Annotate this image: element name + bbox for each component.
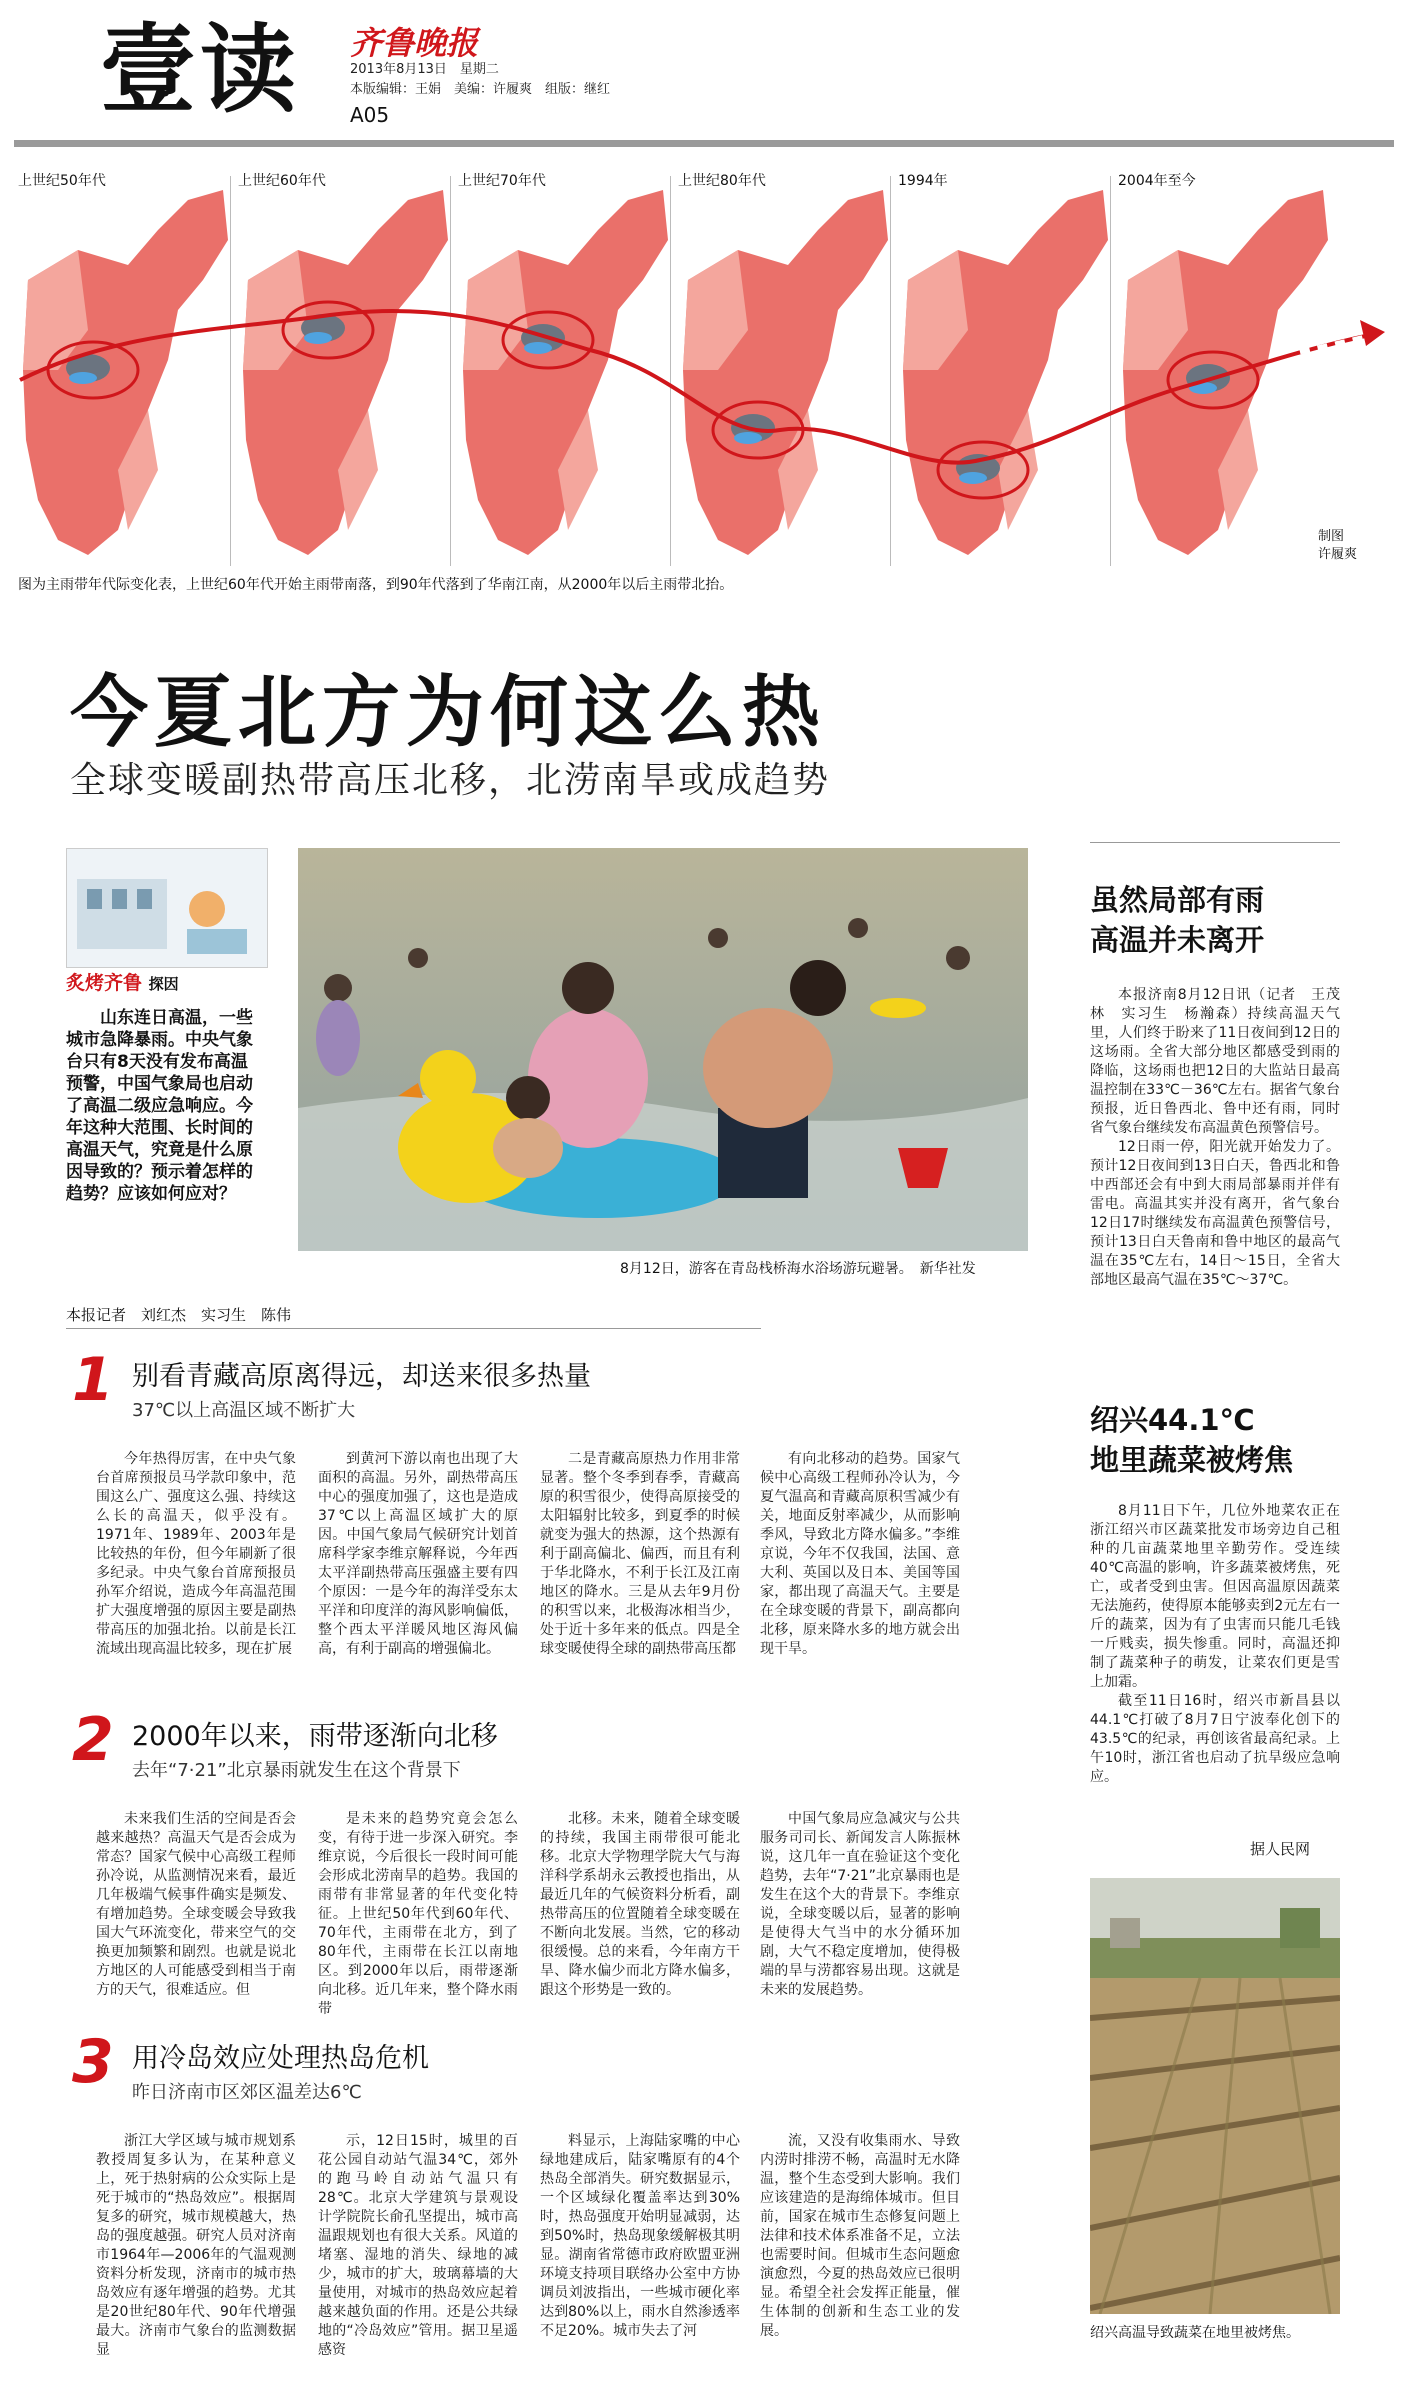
sidebar-paragraph: 截至11日16时，绍兴市新昌县以44.1℃打破了8月7日宁波奉化创下的43.5℃的纪录，再创该省最高纪录。上午10时，浙江省也启动了抗旱级应急响应。: [1090, 1693, 1340, 1785]
section-body-column: [318, 1810, 518, 2060]
section-paragraph: 浙江大学区域与城市规划系教授周复多认为，在某种意义上，死于热射病的公众实际上是死于城市的“热岛效应”。根据周复多的研究，城市规模越大，热岛的强度越强。研究人员对济南市1964年—2006年的气温观测资料分析发现，济南市的城市热岛效应有逐年增强的趋势。尤其是20世纪80年代、90年代增强最大。济南市气象台的监测数据显: [96, 2133, 296, 2358]
section-title: 用冷岛效应处理热岛危机: [132, 2043, 429, 2074]
section-body-column: [318, 1450, 518, 1700]
sidebar-paragraph: 8月11日下午，几位外地菜农正在浙江绍兴市区蔬菜批发市场旁边自己租种的几亩蔬菜地里辛勤劳作。受连续40℃高温的影响，许多蔬菜被烤焦，死亡，或者受到虫害。但因高温原因蔬菜无法施药，使得原本能够卖到2元左右一斤的蔬菜，因为有了虫害而只能几毛钱一斤贱卖，损失惨重。同时，高温还抑制了蔬菜种子的萌发，让菜农们更是雪上加霜。: [1090, 1503, 1340, 1690]
intro-tag-suffix: 探因: [148, 975, 179, 993]
section-subtitle: 去年“7·21”北京暴雨就发生在这个背景下: [132, 1760, 461, 1781]
byline-rule: [66, 1328, 761, 1329]
rainbelt-track-line: [20, 311, 1370, 463]
map-credit-line: 许履爽: [1318, 547, 1358, 562]
intro-tag: [66, 972, 262, 995]
section-body-column: [760, 2132, 960, 2362]
map-era-label: 上世纪70年代: [458, 173, 546, 189]
section-paragraph: 料显示，上海陆家嘴的中心绿地建成后，陆家嘴原有的4个热岛全部消失。研究数据显示，一个区域绿化覆盖率达到30%时，热岛强度开始明显减弱，达到50%时，热岛现象缓解极其明显。湖南省常德市政府欧盟亚洲环境支持项目联络办公室中方协调员刘波指出，一些城市硬化率达到80%以上，雨水自然渗透率不足20%。城市失去了河: [540, 2133, 740, 2339]
rainbelt-track: [0, 0, 1409, 600]
section-number: 3: [72, 2027, 114, 2097]
sub-headline: 全球变暖副热带高压北移，北涝南旱或成趋势: [70, 760, 831, 801]
section-paragraph: 流，又没有收集雨水、导致内涝时排涝不畅，高温时无水降温，整个生态受到大影响。我们应该建造的是海绵体城市。但目前，国家在城市生态修复问题上法律和技术体系准备不足，立法也需要时间。但城市生态问题愈演愈烈，今夏的热岛效应已很明显。希望全社会发挥正能量，催生体制的创新和生态工业的发展。: [760, 2133, 960, 2339]
sidebar-credit: 据人民网: [1250, 1840, 1311, 1858]
section-body-column: [318, 2132, 518, 2362]
section-body-column: [540, 1450, 740, 1700]
main-headline: 今夏北方为何这么热: [70, 668, 827, 758]
section-paragraph: 有向北移动的趋势。国家气候中心高级工程师孙冷认为，今夏气温高和青藏高原积雪减少有关，地面反射率减少，从而影响季风，导致北方降水偏多。”李维京说，今年不仅我国，法国、意大利、英国以及日本、美国等国家，都出现了高温天气。主要是在全球变暖的背景下，副高都向北移，原来降水多的地方就会出现干旱。: [760, 1451, 960, 1657]
section-title: 2000年以来，雨带逐渐向北移: [132, 1721, 498, 1752]
sidebar-story1-title-line: 虽然局部有雨: [1090, 883, 1265, 917]
section-body-column: [540, 1810, 740, 2060]
section-paragraph: 二是青藏高原热力作用非常显著。整个冬季到春季，青藏高原的积雪很少，使得高原接受的太阳辐射比较多，到夏季的时候就变为强大的热源，这个热源有利于副高偏北、偏西，而且有利于华北降水，不利于长江及江南地区的降水。三是从去年9月份的积雪以来，北极海冰相当少，处于近十多年来的低点。四是全球变暖使得全球的副热带高压都: [540, 1451, 740, 1657]
beach-thumbnail-icon: [67, 849, 267, 967]
intro-text-block: [66, 972, 262, 1205]
map-era-label: 上世纪60年代: [238, 173, 326, 189]
date-line: 2013年8月13日 星期二: [350, 62, 499, 77]
section-body-column: [760, 1450, 960, 1700]
intro-paragraph: 山东连日高温，一些城市急降暴雨。中央气象台只有8天没有发布高温预警，中国气象局也启动了高温二级应急响应。今年这种大范围、长时间的高温天气，究竟是什么原因导致的？预示着怎样的趋势？应该如何应对？: [66, 1008, 253, 1204]
section-paragraph: 是未来的趋势究竟会怎么变，有待于进一步深入研究。李维京说，今后很长一段时间可能会形成北涝南旱的趋势。我国的雨带有非常显著的年代变化特征。上世纪50年代到60年代、70年代，主雨带在北方，到了80年代，主雨带在长江以南地区。到2000年以后，雨带逐渐向北移。近几年来，整个降水雨带: [318, 1811, 518, 2017]
sidebar-story2-title-line: 地里蔬菜被烤焦: [1090, 1443, 1294, 1477]
section-paragraph: 未来我们生活的空间是否会越来越热？高温天气是否会成为常态？国家气候中心高级工程师孙冷说，从监测情况来看，最近几年极端气候事件确实是频发、有增加趋势。全球变暖会导致我国大气环流变化，带来空气的交换更加频繁和剧烈。也就是说北方地区的人可能感受到相当于南方的天气，很难适应。但: [96, 1811, 296, 1998]
beach-photo-image: [298, 848, 1028, 1251]
sidebar-rule: [1090, 842, 1340, 843]
section-body-column: [540, 2132, 740, 2362]
map-credit: [1318, 528, 1357, 564]
map-era-label: 上世纪80年代: [678, 173, 766, 189]
section-body-column: [96, 1810, 296, 2060]
section-paragraph: 北移。未来，随着全球变暖的持续，我国主雨带很可能北移。北京大学物理学院大气与海洋科学系胡永云教授也指出，从最近几年的气候资料分析看，副热带高压的位置随着全球变暖在不断向北发展。当然，它的移动很缓慢。总的来看，今年南方干旱、降水偏少而北方降水偏多，跟这个形势是一致的。: [540, 1811, 740, 1998]
page-number: A05: [350, 103, 390, 127]
vegetable-field-image: [1090, 1878, 1340, 2314]
track-arrow-head: [1360, 320, 1385, 346]
sidebar-story2-body: [1090, 1502, 1340, 1787]
section-body-column: [96, 1450, 296, 1700]
sidebar-story1-title: [1090, 880, 1264, 960]
sidebar-story1-body: [1090, 986, 1340, 1290]
sidebar-story2-title: [1090, 1400, 1293, 1480]
section-number: 1: [72, 1345, 114, 1415]
section-paragraph: 中国气象局应急减灾与公共服务司司长、新闻发言人陈振林说，这几年一直在验证这个变化趋势，去年“7·21”北京暴雨也是发生在这个大的背景下。李维京说，全球变暖以后，显著的影响是使得大气当中的水分循环加剧，大气不稳定度增加，使得极端的旱与涝都容易出现。这就是未来的发展趋势。: [760, 1811, 960, 1998]
sidebar-paragraph: 本报济南8月12日讯（记者 王茂林 实习生 杨瀚森）持续高温天气里，人们终于盼来了11日夜间到12日的这场雨。全省大部分地区都感受到雨的降临，这场雨也把12日的大监站日最高温控制在33℃－36℃左右。据省气象台预报，近日鲁西北、鲁中还有雨，同时省气象台继续发布高温黄色预警信号。: [1090, 987, 1340, 1136]
sidebar-story2-title-line: 绍兴44.1℃: [1090, 1403, 1255, 1437]
photo-caption: 8月12日，游客在青岛栈桥海水浴场游玩避暑。 新华社发: [620, 1261, 976, 1277]
map-caption: 图为主雨带年代际变化表，上世纪60年代开始主雨带南落，到90年代落到了华南江南，从2000年以后主雨带北抬。: [18, 577, 734, 593]
section-paragraph: 今年热得厉害，在中央气象台首席预报员马学款印象中，范围这么广、强度这么强、持续这么长的高温天，似乎没有。1971年、1989年、2003年是比较热的年份，但今年刷新了很多纪录。中央气象台首席预报员孙军介绍说，造成今年高温范围扩大强度增强的原因主要是副热带高压的加强北抬。以前是长江流域出现高温比较多，现在扩展: [96, 1451, 296, 1657]
sidebar-paragraph: 12日雨一停，阳光就开始发力了。预计12日夜间到13日白天，鲁西北和鲁中西部还会有中到大雨局部暴雨并伴有雷电。高温其实并没有离开，省气象台12日17时继续发布高温黄色预警信号，预计13日白天鲁南和鲁中地区的最高气温在35℃左右，14日～15日，全省大部地区最高气温在35℃～37℃。: [1090, 1139, 1340, 1288]
section-body-column: [96, 2132, 296, 2362]
map-era-label: 1994年: [898, 173, 948, 189]
intro-tag-main: 炙烤齐鲁: [66, 972, 143, 994]
paper-logo: 齐鲁晚报: [350, 24, 479, 62]
byline: 本报记者 刘红杰 实习生 陈伟: [66, 1306, 292, 1324]
section-title: 壹读: [100, 13, 300, 126]
editors-line: 本版编辑：王娟 美编：许履爽 组版：继红: [350, 82, 611, 97]
map-credit-line: 制图: [1318, 529, 1345, 544]
section-title: 别看青藏高原离得远，却送来很多热量: [132, 1361, 591, 1392]
section-subtitle: 37℃以上高温区域不断扩大: [132, 1400, 356, 1421]
vegetable-field-photo: [1090, 1878, 1340, 2314]
vegetable-photo-caption: 绍兴高温导致蔬菜在地里被烤焦。: [1090, 2325, 1300, 2341]
map-era-label: 2004年至今: [1118, 173, 1196, 189]
section-subtitle: 昨日济南市区郊区温差达6℃: [132, 2082, 362, 2103]
sidebar-story1-title-line: 高温并未离开: [1090, 923, 1265, 957]
intro-thumbnail: [66, 848, 268, 968]
section-paragraph: 到黄河下游以南也出现了大面积的高温。另外，副热带高压中心的强度加强了，这也是造成37℃以上高温区域扩大的原因。中国气象局气候研究计划首席科学家李维京解释说，今年西太平洋副热带高压强盛主要有四个原因：一是今年的海洋受东太平洋和印度洋的海风影响偏低，整个西太平洋暖风地区海风偏高，有利于副高的增强偏北。: [318, 1451, 518, 1657]
section-body-column: [760, 1810, 960, 2060]
section-number: 2: [72, 1705, 114, 1775]
section-paragraph: 示，12日15时，城里的百花公园自动站气温34℃，郊外的跑马岭自动站气温只有28℃。北京大学建筑与景观设计学院院长俞孔坚提出，城市高温跟规划也有很大关系。风道的堵塞、湿地的消失、绿地的减少，城市的扩大，玻璃幕墙的大量使用，对城市的热岛效应起着越来越负面的作用。还是公共绿地的“冷岛效应”管用。据卫星遥感资: [318, 2133, 518, 2358]
beach-photo: [298, 848, 1028, 1251]
map-era-label: 上世纪50年代: [18, 173, 106, 189]
